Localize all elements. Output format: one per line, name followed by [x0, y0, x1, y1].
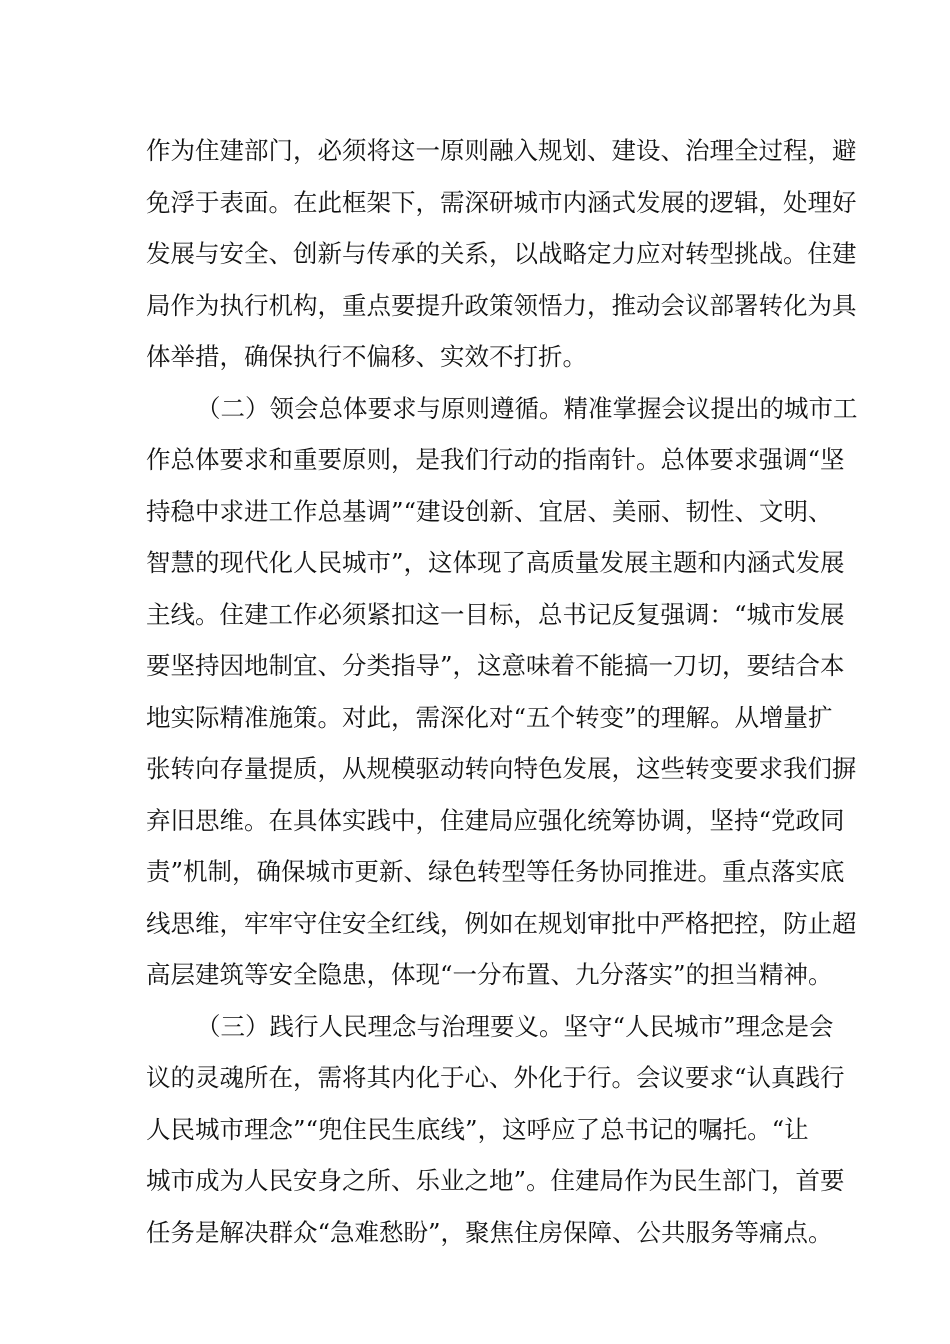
paragraph-line: 张转向存量提质，从规模驱动转向特色发展，这些转变要求我们摒 — [146, 754, 857, 783]
paragraph-line: 议的灵魂所在，需将其内化于心、外化于行。会议要求“认真践行 — [146, 1063, 845, 1092]
paragraph-line: 地实际精准施策。对此，需深化对“五个转变”的理解。从增量扩 — [146, 703, 833, 732]
paragraph-line: 主线。住建工作必须紧扣这一目标，总书记反复强调：“城市发展 — [146, 600, 845, 629]
section-heading-line: （三）践行人民理念与治理要义。坚守“人民城市”理念是会 — [196, 1012, 834, 1041]
paragraph-line: 免浮于表面。在此框架下，需深研城市内涵式发展的逻辑，处理好 — [146, 188, 857, 217]
paragraph-line: 任务是解决群众“急难愁盼”，聚焦住房保障、公共服务等痛点。 — [146, 1218, 833, 1247]
paragraph-line: 城市成为人民安身之所、乐业之地”。住建局作为民生部门，首要 — [146, 1166, 845, 1195]
paragraph-line: 作总体要求和重要原则，是我们行动的指南针。总体要求强调“坚 — [146, 445, 845, 474]
paragraph-line: 局作为执行机构，重点要提升政策领悟力，推动会议部署转化为具 — [146, 291, 857, 320]
paragraph-line: 持稳中求进工作总基调”“建设创新、宜居、美丽、韧性、文明、 — [146, 497, 833, 526]
section-heading-line: （二）领会总体要求与原则遵循。精准掌握会议提出的城市工 — [196, 394, 858, 423]
paragraph-line: 发展与安全、创新与传承的关系，以战略定力应对转型挑战。住建 — [146, 239, 857, 268]
paragraph-line: 智慧的现代化人民城市”，这体现了高质量发展主题和内涵式发展 — [146, 548, 845, 577]
paragraph-line: 高层建筑等安全隐患，体现“一分布置、九分落实”的担当精神。 — [146, 960, 833, 989]
paragraph-line: 人民城市理念”“兜住民生底线”，这呼应了总书记的嘱托。“让 — [146, 1115, 809, 1144]
paragraph-line: 线思维，牢牢守住安全红线，例如在规划审批中严格把控，防止超 — [146, 909, 857, 938]
paragraph-line: 体举措，确保执行不偏移、实效不打折。 — [146, 342, 587, 371]
paragraph-line: 责”机制，确保城市更新、绿色转型等任务协同推进。重点落实底 — [146, 857, 845, 886]
paragraph-line: 作为住建部门，必须将这一原则融入规划、建设、治理全过程，避 — [146, 136, 857, 165]
paragraph-line: 要坚持因地制宜、分类指导”，这意味着不能搞一刀切，要结合本 — [146, 651, 845, 680]
paragraph-line: 弃旧思维。在具体实践中，住建局应强化统筹协调，坚持“党政同 — [146, 806, 845, 835]
